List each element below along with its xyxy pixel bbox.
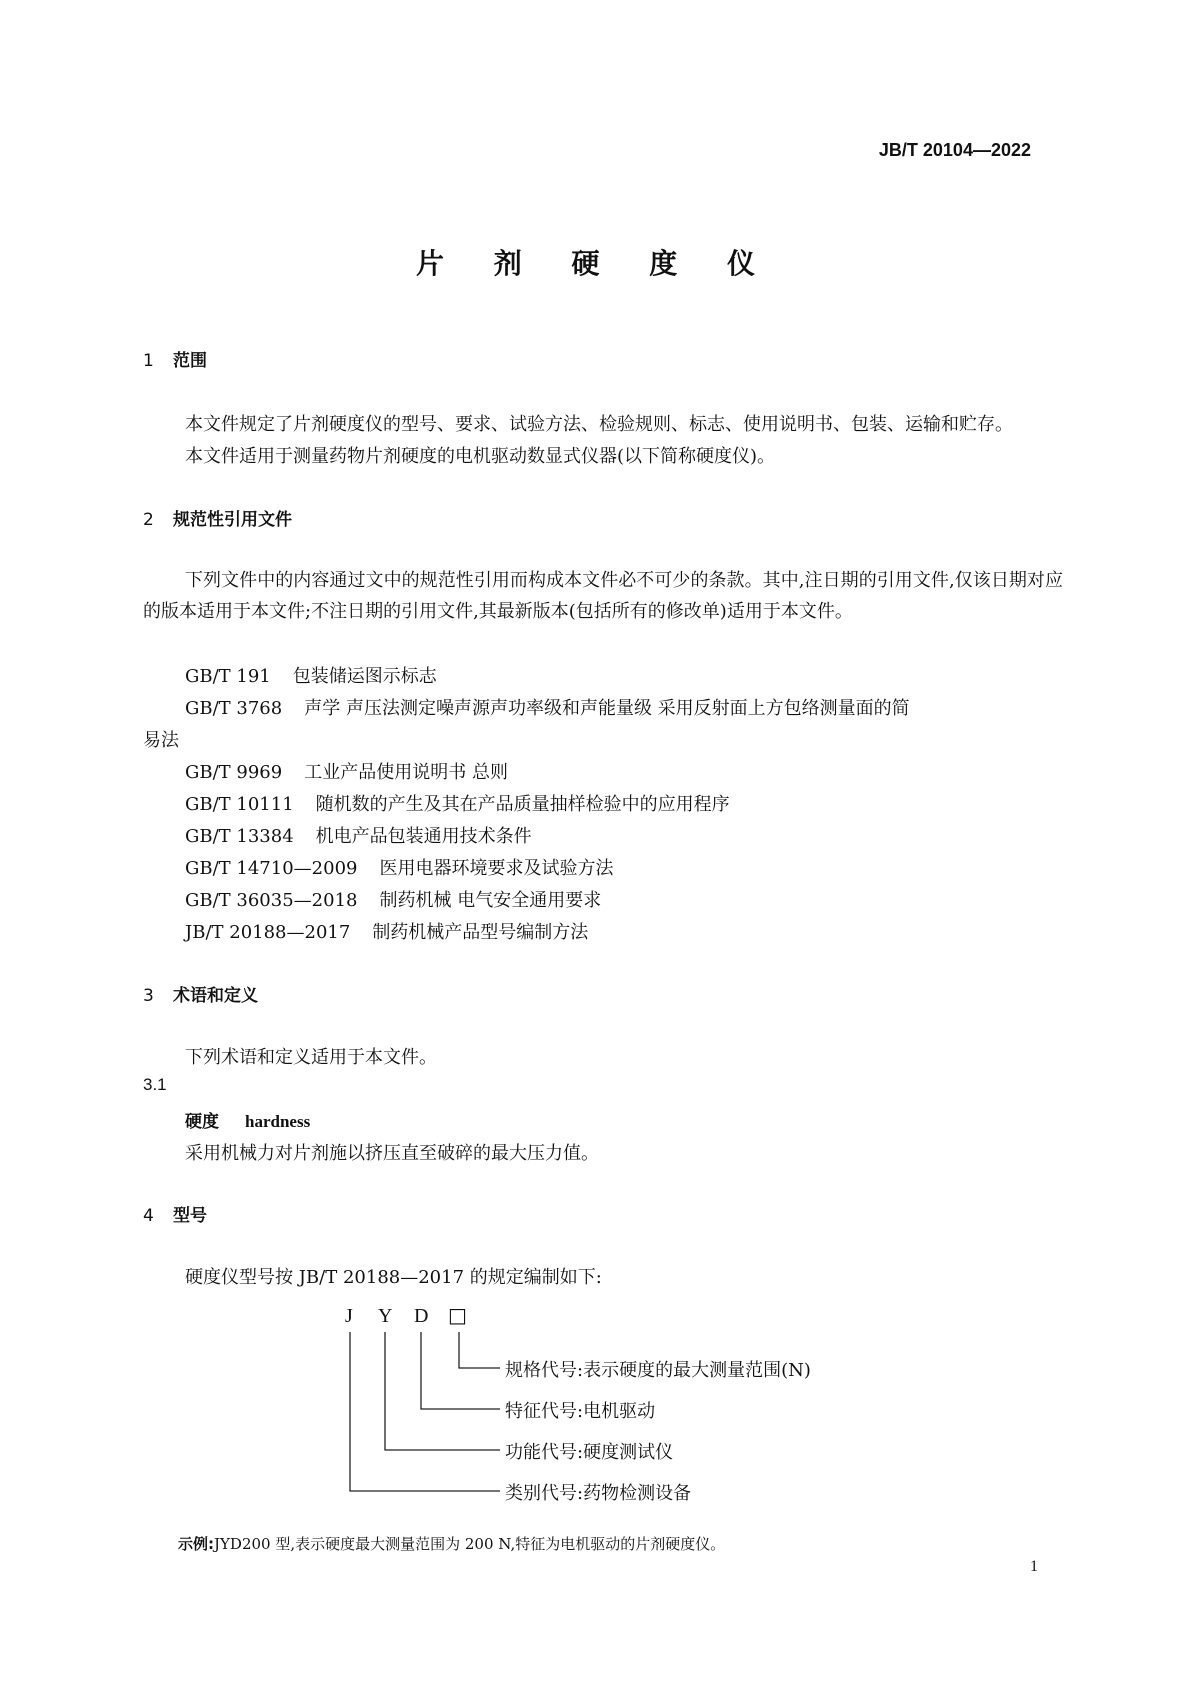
- reference-continuation: 易法: [143, 730, 179, 751]
- label-function-code: 功能代号:硬度测试仪: [505, 1442, 674, 1463]
- paragraph: 下列文件中的内容通过文中的规范性引用而构成本文件必不可少的条款。其中,注日期的引用文件,仅该日期对应的版本适用于本文件;不注日期的引用文件,其最新版本(包括所有的修改单)适用于本文件。: [143, 570, 1063, 622]
- reference-code: GB/T 13384: [185, 826, 294, 847]
- term-chinese: 硬度: [185, 1112, 219, 1132]
- label-spec-code: 规格代号:表示硬度的最大测量范围(N): [505, 1360, 811, 1381]
- reference-title: 工业产品使用说明书 总则: [304, 762, 508, 783]
- term-english: hardness: [245, 1112, 311, 1131]
- reference-title: 医用电器环境要求及试验方法: [379, 858, 614, 879]
- reference-code: GB/T 3768: [185, 698, 283, 719]
- reference-item: [185, 758, 508, 784]
- reference-code: GB/T 191: [185, 666, 271, 687]
- paragraph: 本文件规定了片剂硬度仪的型号、要求、试验方法、检验规则、标志、使用说明书、包装、运输和贮存。: [185, 414, 1013, 435]
- connector-spec: [459, 1332, 500, 1368]
- label-category-code: 类别代号:药物检测设备: [505, 1483, 692, 1504]
- reference-title: 随机数的产生及其在产品质量抽样检验中的应用程序: [315, 794, 730, 815]
- term-entry: [185, 1107, 310, 1132]
- connector-category: [350, 1332, 500, 1491]
- reference-item: [185, 822, 532, 848]
- section-number: 2: [143, 510, 154, 530]
- reference-code: GB/T 10111: [185, 794, 294, 815]
- section-number: 4: [143, 1206, 154, 1226]
- connector-function: [385, 1332, 500, 1450]
- example-label: 示例:: [178, 1535, 214, 1553]
- label-feature-code: 特征代号:电机驱动: [505, 1401, 656, 1422]
- section-number: 3: [143, 986, 154, 1006]
- reference-item: [185, 854, 613, 880]
- section-2-heading: [143, 505, 292, 530]
- paragraph: 本文件适用于测量药物片剂硬度的电机驱动数显式仪器(以下简称硬度仪)。: [185, 446, 776, 467]
- reference-title: 包装储运图示标志: [292, 666, 437, 687]
- reference-title: 声学 声压法测定噪声源声功率级和声能量级 采用反射面上方包络测量面的简: [304, 698, 910, 719]
- model-letter-d: D: [414, 1305, 429, 1327]
- section-title: 范围: [173, 351, 207, 371]
- section-1-heading: [143, 346, 207, 371]
- section-4-heading: [143, 1201, 207, 1226]
- reference-code: GB/T 14710—2009: [185, 858, 358, 879]
- reference-code: GB/T 9969: [185, 762, 283, 783]
- connector-feature: [421, 1332, 500, 1409]
- term-definition: 采用机械力对片剂施以挤压直至破碎的最大压力值。: [185, 1143, 599, 1164]
- model-placeholder-box: □: [448, 1303, 467, 1327]
- section-number: 1: [143, 351, 154, 371]
- example-text: JYD200 型,表示硬度最大测量范围为 200 N,特征为电机驱动的片剂硬度仪。: [214, 1535, 726, 1553]
- term-number: 3.1: [143, 1075, 167, 1094]
- reference-item: [185, 694, 910, 720]
- example-note: [178, 1533, 725, 1554]
- page-number: 1: [1030, 1558, 1038, 1575]
- section-title: 术语和定义: [173, 986, 258, 1006]
- standard-number: JB/T 20104—2022: [878, 140, 1031, 160]
- reference-item: [185, 662, 437, 688]
- reference-title: 机电产品包装通用技术条件: [315, 826, 532, 847]
- reference-title: 制药机械产品型号编制方法: [372, 922, 589, 943]
- section-title: 型号: [173, 1206, 207, 1226]
- model-letter-j: J: [345, 1305, 353, 1327]
- reference-code: GB/T 36035—2018: [185, 890, 358, 911]
- section-3-heading: [143, 981, 258, 1006]
- reference-title: 制药机械 电气安全通用要求: [379, 890, 602, 911]
- page-title: 片 剂 硬 度 仪: [416, 247, 775, 280]
- paragraph: 硬度仪型号按 JB/T 20188—2017 的规定编制如下:: [185, 1267, 602, 1288]
- reference-item: [185, 886, 601, 912]
- reference-code: JB/T 20188—2017: [185, 922, 351, 943]
- reference-item: [185, 918, 588, 944]
- model-letter-y: Y: [378, 1305, 393, 1327]
- section-title: 规范性引用文件: [173, 510, 292, 530]
- reference-item: [185, 790, 730, 816]
- paragraph: 下列术语和定义适用于本文件。: [185, 1047, 437, 1068]
